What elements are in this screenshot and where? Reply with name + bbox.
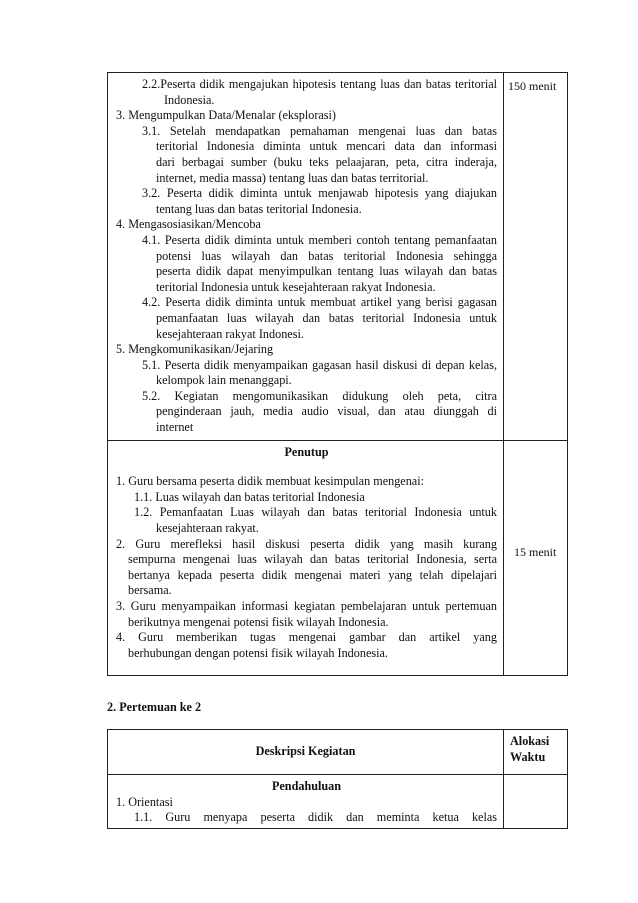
text-line: 4.1. Peserta didik diminta untuk memberi contoh tentang pemanfaatan — [142, 232, 497, 247]
time-cell — [504, 775, 568, 829]
text-line: bertanya kepada peserta didik mengenai materi yang telah dipelajari — [128, 567, 497, 582]
text-line: peserta didik dapat menyimpulkan tentang luas wilayah dan batas — [156, 264, 497, 279]
text-line: 1. Guru bersama peserta didik membuat kesimpulan mengenai: — [116, 474, 424, 489]
text-line: 4.2. Peserta didik diminta untuk membuat artikel yang berisi gagasan — [142, 295, 497, 310]
column-header-description: Deskripsi Kegiatan — [255, 744, 356, 758]
header-description-cell — [108, 730, 504, 775]
text-line: potensi luas wilayah dan batas teritorial Indonesia sehingga — [156, 248, 497, 263]
text-line: 5.1. Peserta didik menyampaikan gagasan hasil diskusi di depan kelas, — [142, 357, 497, 372]
activity-description-cell — [108, 440, 504, 676]
text-line: internet — [156, 420, 194, 435]
text-line: berikutnya mengenai potensi fisik wilayah Indonesia. — [128, 614, 389, 629]
section-title: 2. Pertemuan ke 2 — [107, 700, 202, 714]
table-row — [108, 775, 568, 829]
text-line: bersama. — [128, 583, 172, 598]
activity-description-cell — [108, 73, 504, 441]
time-allocation: 15 menit — [514, 544, 557, 559]
section-heading: Penutup — [284, 444, 329, 459]
time-cell — [504, 73, 568, 441]
column-header-waktu: Waktu — [510, 750, 546, 764]
text-line: 5.2. Kegiatan mengomunikasikan didukung oleh peta, citra — [142, 388, 497, 403]
time-cell — [504, 440, 568, 676]
text-line: 3. Mengumpulkan Data/Menalar (eksplorasi) — [116, 108, 336, 123]
text-line: internet, media massa) tentang luas dan batas territorial. — [156, 170, 429, 185]
text-line: berhubungan dengan potensi fisik wilayah Indonesia. — [128, 645, 388, 660]
text-line: teritorial Indonesia diminta untuk mencari data dan informasi — [156, 139, 497, 154]
text-line: 1.2. Pemanfaatan Luas wilayah dan batas teritorial Indonesia untuk — [134, 505, 497, 520]
text-line: kesejahteraan rakyat Indonesi. — [156, 326, 304, 341]
activity-table-2 — [107, 729, 568, 829]
text-line: 4. Mengasosiasikan/Mencoba — [116, 217, 261, 232]
activity-description-cell — [108, 775, 504, 829]
table-row — [108, 73, 568, 441]
text-line: 1.1. Guru menyapa peserta didik dan meminta ketua kelas — [134, 810, 497, 825]
text-line: Indonesia. — [164, 92, 215, 107]
column-header-alokasi: Alokasi — [510, 734, 550, 748]
text-line: dari berbagai sumber (buku teks pelaajaran, peta, citra inderaja, — [156, 154, 497, 169]
activity-table-1 — [107, 72, 568, 676]
text-line: 1. Orientasi — [116, 794, 173, 809]
text-line: teritorial Indonesia untuk kesejahteraan rakyat Indonesia. — [156, 279, 436, 294]
text-line: tentang luas dan batas teritorial Indonesia. — [156, 201, 362, 216]
text-line: 2.2.Peserta didik mengajukan hipotesis tentang luas dan batas teritorial — [142, 77, 497, 91]
header-time-cell — [504, 730, 568, 775]
time-allocation: 150 menit — [508, 79, 557, 93]
section-heading: Pendahuluan — [271, 779, 342, 793]
table-row — [108, 440, 568, 676]
text-line: 3.2. Peserta didik diminta untuk menjawab hipotesis yang diajukan — [142, 186, 497, 201]
text-line: 3.1. Setelah mendapatkan pemahaman mengenai luas dan batas — [142, 123, 497, 138]
text-line: penginderaan jauh, media audio visual, dan atau diunggah di — [156, 404, 497, 419]
text-line: pemanfaatan luas wilayah dan batas teritorial Indonesia untuk — [156, 310, 497, 325]
text-line: kesejahteraan rakyat. — [156, 521, 259, 536]
text-line: 3. Guru menyampaikan informasi kegiatan pembelajaran untuk pertemuan — [116, 599, 497, 613]
text-line: sempurna mengenai luas wilayah dan batas teritorial Indonesia, serta — [128, 552, 497, 567]
text-line: 1.1. Luas wilayah dan batas teritorial Indonesia — [134, 489, 365, 504]
text-line: 4. Guru memberikan tugas mengenai gambar dan artikel yang — [116, 630, 497, 645]
table-header-row — [108, 730, 568, 775]
text-line: 5. Mengkomunikasikan/Jejaring — [116, 342, 274, 357]
text-line: 2. Guru merefleksi hasil diskusi peserta didik yang masih kurang — [116, 536, 497, 551]
text-line: kelompok lain menanggapi. — [156, 373, 292, 388]
